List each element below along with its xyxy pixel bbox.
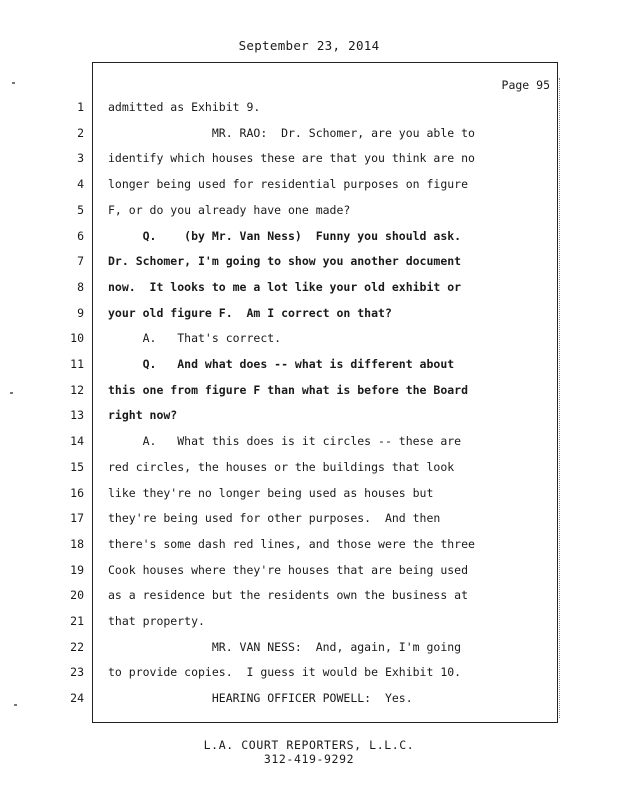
transcript-line: right now?: [108, 408, 178, 422]
transcript-line: identify which houses these are that you think are no: [108, 151, 475, 165]
line-number: 3: [77, 151, 84, 165]
transcript-line: your old figure F. Am I correct on that?: [108, 306, 392, 320]
transcript-line: like they're no longer being used as houses but: [108, 486, 434, 500]
line-number: 4: [77, 177, 84, 191]
line-number: 20: [70, 588, 84, 602]
transcript-line: that property.: [108, 614, 205, 628]
transcript-line: now. It looks to me a lot like your old exhibit or: [108, 280, 462, 294]
transcript-line: this one from figure F than what is before the Board: [108, 383, 469, 397]
line-number: 23: [70, 665, 84, 679]
transcript-line: admitted as Exhibit 9.: [108, 100, 261, 114]
transcript-line: they're being used for other purposes. And then: [108, 511, 441, 525]
margin-rule: [559, 78, 560, 718]
court-reporter-name: L.A. COURT REPORTERS, L.L.C.: [203, 738, 415, 752]
line-number: 22: [70, 640, 84, 654]
transcript-line: Cook houses where they're houses that are being used: [108, 563, 469, 577]
line-number: 8: [77, 280, 84, 294]
court-reporter-phone: 312-419-9292: [263, 752, 355, 766]
transcript-line: there's some dash red lines, and those were the three: [108, 537, 475, 551]
transcript-line: longer being used for residential purposes on figure: [108, 177, 469, 191]
line-number: 9: [77, 306, 84, 320]
line-number: 7: [77, 254, 84, 268]
line-number: 14: [70, 434, 84, 448]
line-number: 10: [70, 331, 84, 345]
transcript-date: September 23, 2014: [238, 38, 380, 53]
scan-speck: [14, 704, 17, 706]
transcript-line: Dr. Schomer, I'm going to show you another document: [108, 254, 462, 268]
line-number: 1: [77, 100, 84, 114]
transcript-line: Q. And what does -- what is different about: [108, 357, 455, 371]
page-number: Page 95: [501, 78, 550, 92]
transcript-line: A. What this does is it circles -- these are: [108, 434, 462, 448]
line-number: 5: [77, 203, 84, 217]
scan-speck: [12, 82, 15, 84]
transcript-line: HEARING OFFICER POWELL: Yes.: [108, 691, 413, 705]
line-number: 16: [70, 486, 84, 500]
line-number: 6: [77, 229, 84, 243]
transcript-line: MR. VAN NESS: And, again, I'm going: [108, 640, 462, 654]
transcript-line: Q. (by Mr. Van Ness) Funny you should ask.: [108, 229, 462, 243]
line-number: 2: [77, 126, 84, 140]
line-number: 21: [70, 614, 84, 628]
line-number: 11: [70, 357, 84, 371]
line-number: 18: [70, 537, 84, 551]
line-number: 15: [70, 460, 84, 474]
line-number: 12: [70, 383, 84, 397]
line-number: 17: [70, 511, 84, 525]
transcript-line: as a residence but the residents own the business at: [108, 588, 469, 602]
transcript-line: MR. RAO: Dr. Schomer, are you able to: [108, 126, 475, 140]
transcript-line: red circles, the houses or the buildings that look: [108, 460, 455, 474]
transcript-line: A. That's correct.: [108, 331, 282, 345]
line-number: 24: [70, 691, 84, 705]
scan-speck: [10, 392, 13, 394]
line-number: 19: [70, 563, 84, 577]
line-number: 13: [70, 408, 84, 422]
transcript-line: to provide copies. I guess it would be Exhibit 10.: [108, 665, 462, 679]
transcript-line: F, or do you already have one made?: [108, 203, 351, 217]
